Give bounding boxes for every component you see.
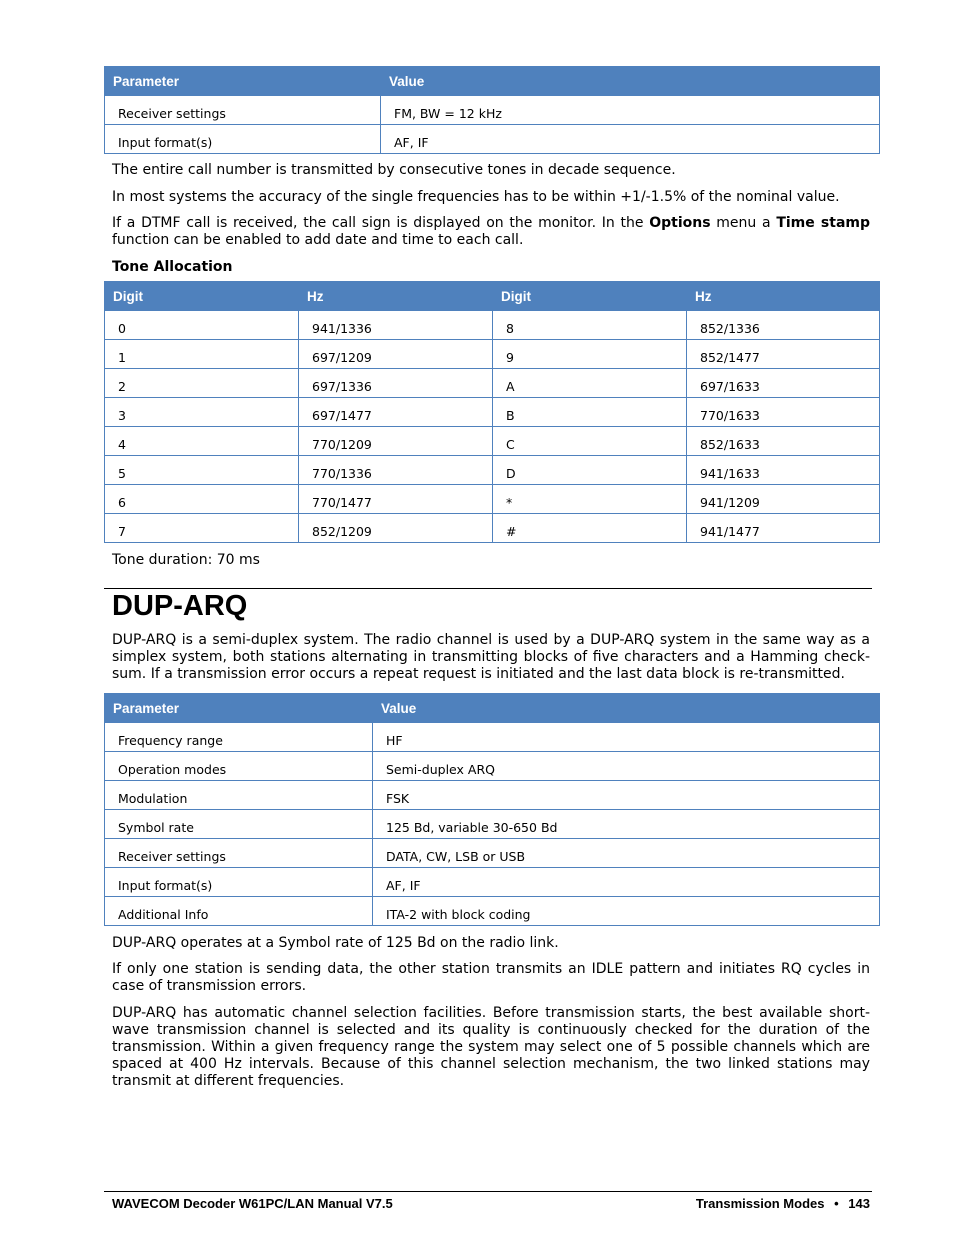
time-stamp-term: Time stamp xyxy=(776,215,870,231)
table-cell: 770/1633 xyxy=(687,398,880,427)
table-cell: 6 xyxy=(105,485,299,514)
table-cell: 2 xyxy=(105,369,299,398)
table-cell: ITA-2 with block coding xyxy=(373,897,880,926)
table-cell: 3 xyxy=(105,398,299,427)
table-cell: 125 Bd, variable 30-650 Bd xyxy=(373,810,880,839)
table-cell: A xyxy=(493,369,687,398)
table-cell: Receiver settings xyxy=(105,839,373,868)
table-cell: 941/1209 xyxy=(687,485,880,514)
tone-allocation-table xyxy=(104,281,880,543)
table-row xyxy=(105,311,880,340)
table-cell: 770/1336 xyxy=(299,456,493,485)
table-cell: AF, IF xyxy=(381,125,880,154)
table-cell: 1 xyxy=(105,340,299,369)
table-row xyxy=(105,369,880,398)
table-cell: 4 xyxy=(105,427,299,456)
table-row xyxy=(105,752,880,781)
footer-section: Transmission Modes xyxy=(695,1196,825,1211)
dup-arq-intro: DUP-ARQ is a semi-duplex system. The radio channel is used by a DUP-ARQ system in the same way as a simplex system, both stations alternating in transmitting blocks of five characters and a Hamming check-sum. If a transmission error occurs a repeat request is initiated and the last data block is re-transmitted. xyxy=(112,632,870,682)
table-cell: 697/1477 xyxy=(299,398,493,427)
table-cell: 941/1633 xyxy=(687,456,880,485)
dtmf-paragraph xyxy=(112,215,870,249)
section-divider xyxy=(104,588,872,589)
table-cell: 941/1336 xyxy=(299,311,493,340)
table-cell: 0 xyxy=(105,311,299,340)
text-span: If a DTMF call is received, the call sign is displayed on the monitor. In the xyxy=(112,215,650,231)
table-cell: 5 xyxy=(105,456,299,485)
table-cell: C xyxy=(493,427,687,456)
table-cell: 852/1477 xyxy=(687,340,880,369)
dup-table-body xyxy=(105,723,880,926)
header-value: Value xyxy=(373,694,880,723)
table-row xyxy=(105,398,880,427)
header-digit: Digit xyxy=(105,282,299,311)
table-row xyxy=(105,839,880,868)
header-parameter: Parameter xyxy=(105,67,381,96)
options-menu-term: Options xyxy=(649,215,711,231)
tone-duration: Tone duration: 70 ms xyxy=(112,552,260,568)
table-row xyxy=(105,485,880,514)
table-cell: Input format(s) xyxy=(105,868,373,897)
table-row xyxy=(105,96,880,125)
table-row xyxy=(105,723,880,752)
table-header-row xyxy=(105,282,880,311)
table-cell: 770/1477 xyxy=(299,485,493,514)
table-cell: D xyxy=(493,456,687,485)
table-cell: Operation modes xyxy=(105,752,373,781)
table-cell: 8 xyxy=(493,311,687,340)
table-cell: Semi-duplex ARQ xyxy=(373,752,880,781)
table-cell: Receiver settings xyxy=(105,96,381,125)
table-cell: Frequency range xyxy=(105,723,373,752)
table-cell: Input format(s) xyxy=(105,125,381,154)
table-row xyxy=(105,897,880,926)
parameter-table-top xyxy=(104,66,880,154)
table-cell: # xyxy=(493,514,687,543)
paragraph: DUP-ARQ has automatic channel selection facilities. Before transmission starts, the best available short-wave transmission channel is selected and its quality is continuously checked for the duration of the transmission. Within a given frequency range the system may select one of 5 possible channels which are spaced at 400 Hz intervals. Because of this channel selection mechanism, the two linked stations may transmit at different frequencies. xyxy=(112,1005,870,1089)
bullet-separator: • xyxy=(834,1196,839,1211)
table-header-row xyxy=(105,694,880,723)
table-row xyxy=(105,125,880,154)
footer-right xyxy=(696,1196,870,1211)
text-span: menu a xyxy=(710,215,777,231)
table-row xyxy=(105,456,880,485)
table-cell: Additional Info xyxy=(105,897,373,926)
table-cell: 770/1209 xyxy=(299,427,493,456)
header-digit: Digit xyxy=(493,282,687,311)
table-row xyxy=(105,810,880,839)
table-row xyxy=(105,340,880,369)
tone-allocation-title: Tone Allocation xyxy=(112,259,233,275)
page-number: 143 xyxy=(848,1196,870,1211)
text-span: function can be enabled to add date and time to each call. xyxy=(112,232,524,248)
table-cell: FSK xyxy=(373,781,880,810)
table-cell: 7 xyxy=(105,514,299,543)
paragraph: In most systems the accuracy of the single frequencies has to be within +1/-1.5% of the nominal value. xyxy=(112,189,840,205)
table-row xyxy=(105,514,880,543)
section-heading: DUP-ARQ xyxy=(112,590,248,622)
table-cell: 9 xyxy=(493,340,687,369)
table-row xyxy=(105,868,880,897)
table-cell: FM, BW = 12 kHz xyxy=(381,96,880,125)
table-row xyxy=(105,781,880,810)
table-cell: Symbol rate xyxy=(105,810,373,839)
tone-table-body xyxy=(105,311,880,543)
header-parameter: Parameter xyxy=(105,694,373,723)
table-cell: 852/1633 xyxy=(687,427,880,456)
table-cell: 697/1336 xyxy=(299,369,493,398)
header-hz: Hz xyxy=(687,282,880,311)
paragraph: If only one station is sending data, the other station transmits an IDLE pattern and initiates RQ cycles in case of transmission errors. xyxy=(112,961,870,994)
footer-title: WAVECOM Decoder W61PC/LAN Manual V7.5 xyxy=(112,1196,393,1211)
footer-divider xyxy=(104,1191,872,1192)
header-value: Value xyxy=(381,67,880,96)
table-cell: DATA, CW, LSB or USB xyxy=(373,839,880,868)
dup-arq-parameter-table xyxy=(104,693,880,926)
table-cell: 697/1633 xyxy=(687,369,880,398)
table-cell: 852/1336 xyxy=(687,311,880,340)
table-cell: 697/1209 xyxy=(299,340,493,369)
table-header-row xyxy=(105,67,880,96)
table-cell: 941/1477 xyxy=(687,514,880,543)
table-cell: 852/1209 xyxy=(299,514,493,543)
table-cell: Modulation xyxy=(105,781,373,810)
table-cell: HF xyxy=(373,723,880,752)
paragraph: DUP-ARQ operates at a Symbol rate of 125 Bd on the radio link. xyxy=(112,935,559,951)
paragraph: The entire call number is transmitted by consecutive tones in decade sequence. xyxy=(112,162,676,178)
table-cell: B xyxy=(493,398,687,427)
table-cell: * xyxy=(493,485,687,514)
header-hz: Hz xyxy=(299,282,493,311)
table-cell: AF, IF xyxy=(373,868,880,897)
table-row xyxy=(105,427,880,456)
